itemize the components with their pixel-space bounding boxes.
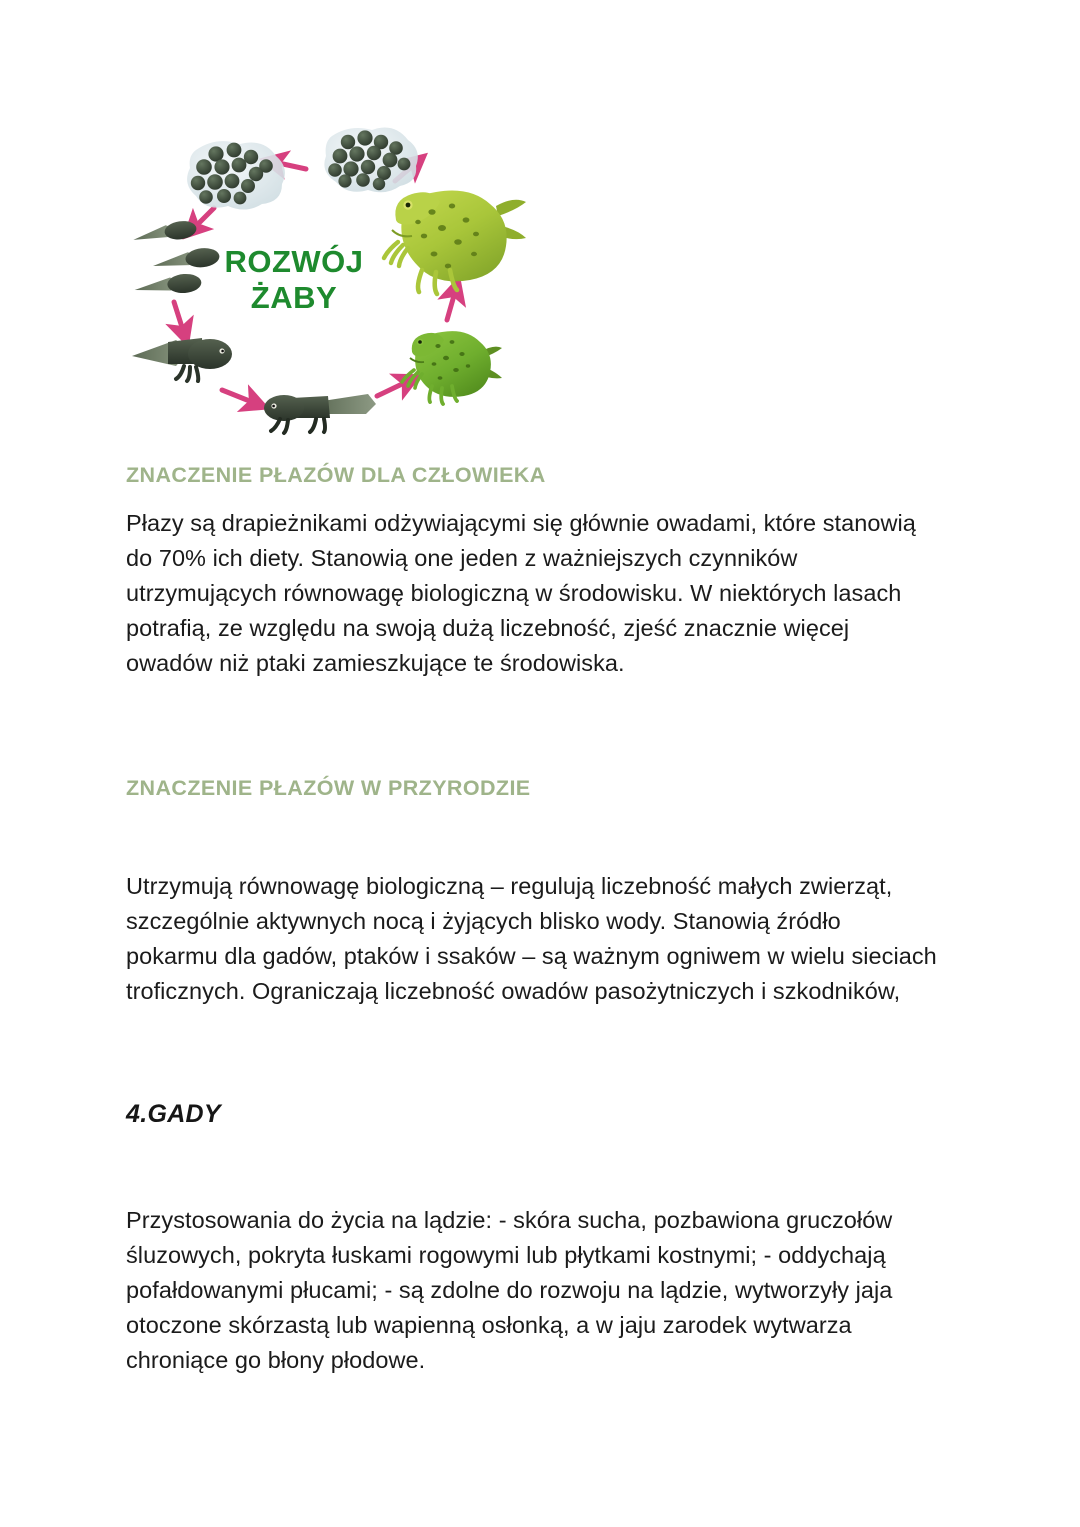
egg-cluster-left (187, 141, 285, 209)
froglet-with-tail (264, 394, 376, 433)
young-frog (402, 331, 502, 404)
frog-life-cycle-figure (126, 112, 546, 442)
figure-title-line-1: ROZWÓJ (224, 244, 364, 279)
tadpole-hind-legs (132, 338, 232, 381)
egg-cluster-right (324, 128, 417, 193)
figure-title-line-2: ŻABY (250, 280, 338, 315)
section-paragraph-znaczenie-plazow-dla-czlowieka: Płazy są drapieżnikami odżywiającymi się głównie owadami, które stanowią do 70% ich diety. Stanowią one jeden z ważniejszych czynników utrzymujących równowagę biologiczną w środowisku. W niektórych lasach potrafią, ze względu na swoją dużą liczebność, zjeść znacznie więcej owadów niż ptaki zamieszkujące te środowiska. (126, 510, 916, 676)
adult-frog (384, 191, 526, 295)
section-paragraph-znaczenie-plazow-w-przyrodzie: Utrzymują równowagę biologiczną – regulują liczebność małych zwierząt, szczególnie aktywnych nocą i żyjących blisko wody. Stanowią źródło pokarmu dla gadów, ptaków i ssaków – są ważnym ogniwem w wielu sieciach troficznych. Ograniczają liczebność owadów pasożytniczych i szkodników, (126, 873, 937, 1004)
section-paragraph-gady: Przystosowania do życia na lądzie: - skóra sucha, pozbawiona gruczołów śluzowych, pokryta łuskami rogowymi lub płytkami kostnymi; - oddychają pofałdowanymi płucami; - są zdolne do rozwoju na lądzie, wytworzyły jaja otoczone skórzastą lub wapienną osłonką, a w jaju zarodek wytwarza chroniące go błony płodowe. (126, 1207, 893, 1373)
section-heading-znaczenie-plazow-dla-czlowieka: ZNACZENIE PŁAZÓW DLA CZŁOWIEKA (126, 463, 546, 487)
section-heading-gady: 4.GADY (126, 1100, 221, 1128)
tadpoles-small (132, 219, 221, 296)
section-heading-znaczenie-plazow-w-przyrodzie: ZNACZENIE PŁAZÓW W PRZYRODZIE (126, 776, 531, 800)
